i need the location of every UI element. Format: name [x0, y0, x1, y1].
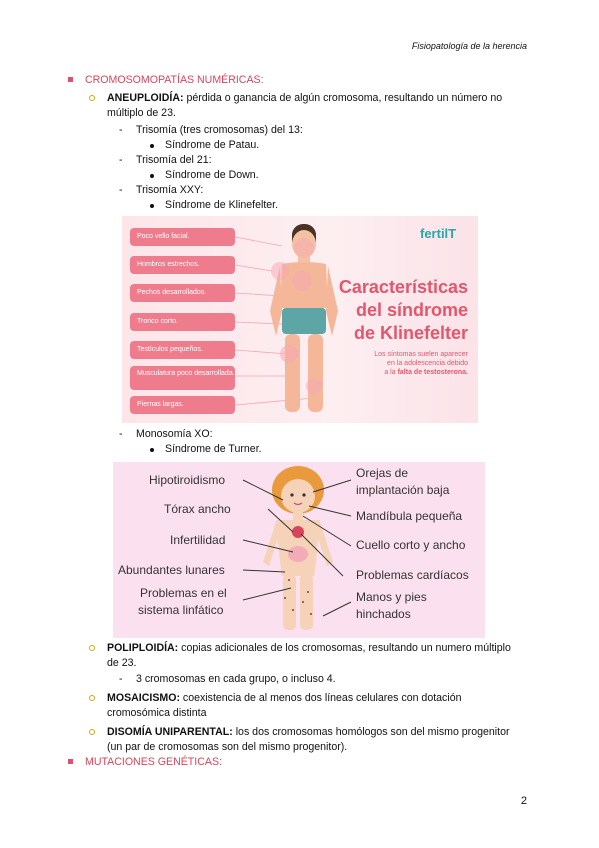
subtitle-line — [374, 368, 468, 377]
sindrome-turner: Síndrome de Turner. — [165, 443, 262, 455]
turner-label: Problemas cardíacos — [356, 568, 469, 582]
term-aneuploidia: ANEUPLOIDÍA: — [107, 92, 184, 104]
monosomia-label: Monosomía XO: — [136, 428, 213, 440]
dot-bullet-icon — [150, 174, 154, 178]
title-line: Características — [338, 277, 468, 297]
turner-label: Infertilidad — [170, 533, 226, 547]
symptom-pill: Testículos pequeños. — [130, 341, 235, 359]
poliploidia-text: copias adicionales de los cromosomas, resultando un numero múltiplo — [178, 642, 511, 654]
klinefelter-title — [339, 276, 468, 345]
turner-label: Orejas de — [356, 466, 409, 480]
turner-label: Tórax ancho — [164, 502, 231, 516]
title-line: del síndrome — [355, 300, 468, 320]
aneuploidia-paragraph — [107, 91, 527, 121]
dot-bullet-icon — [150, 448, 154, 452]
title-line: de Klinefelter — [353, 323, 468, 343]
page-number: 2 — [520, 795, 527, 807]
dash-bullet: - — [119, 184, 123, 196]
mosaicismo-paragraph — [107, 691, 527, 721]
poliploidia-paragraph — [107, 641, 527, 671]
subtitle-text: a la — [384, 369, 398, 376]
sindrome-klinefelter: Síndrome de Klinefelter. — [165, 199, 279, 211]
turner-label: Mandíbula pequeña — [356, 509, 463, 523]
dot-bullet-icon — [150, 204, 154, 208]
turner-label: hinchados — [356, 607, 411, 621]
disomia-text: los dos cromosomas homólogos son del mismo progenitor — [232, 726, 510, 738]
section-heading-mutaciones — [68, 755, 222, 770]
symptom-pill: Pechos desarrollados. — [130, 284, 235, 302]
klinefelter-infographic — [122, 216, 478, 423]
dash-bullet: - — [119, 673, 123, 685]
trisomia-21-label: Trisomía del 21: — [136, 154, 212, 166]
aneuploidia-text: pérdida o ganancia de algún cromosoma, resultando un número no — [183, 92, 503, 104]
turner-infographic — [113, 462, 485, 638]
turner-label: Manos y pies — [356, 590, 427, 604]
term-disomia: DISOMÍA UNIPARENTAL: — [107, 726, 233, 738]
poliploidia-text-2: de 23. — [107, 657, 137, 669]
symptom-pill: Tronco corto. — [130, 313, 235, 331]
page-header: Fisiopatología de la herencia — [411, 41, 527, 51]
turner-label: Problemas en el — [140, 586, 227, 600]
disomia-paragraph — [107, 725, 527, 755]
symptom-pill: Piernas largas. — [130, 396, 235, 414]
fertilt-logo: fertilT — [420, 226, 457, 241]
trisomia-xxy-label: Trisomía XXY: — [136, 184, 204, 196]
term-poliploidia: POLIPLOIDÍA: — [107, 642, 179, 654]
klinefelter-subtitle — [374, 350, 468, 377]
dash-bullet: - — [119, 428, 123, 440]
circle-bullet-icon — [89, 95, 95, 101]
dot-bullet-icon — [150, 144, 154, 148]
trisomia-13-label: Trisomía (tres cromosomas) del 13: — [136, 124, 303, 136]
symptom-pill: Musculatura poco desarrollada. — [130, 366, 235, 390]
turner-label: implantación baja — [356, 483, 450, 497]
turner-label: Hipotiroidismo — [149, 473, 226, 487]
sindrome-down: Síndrome de Down. — [165, 169, 259, 181]
circle-bullet-icon — [89, 645, 95, 651]
subtitle-line: Los síntomas suelen aparecer — [374, 351, 468, 358]
circle-bullet-icon — [89, 729, 95, 735]
turner-label: Abundantes lunares — [118, 563, 225, 577]
square-bullet-icon — [68, 759, 73, 764]
symptom-pill: Poco vello facial. — [130, 228, 235, 246]
symptom-pill: Hombros estrechos. — [130, 256, 235, 274]
dash-bullet: - — [119, 124, 123, 136]
subtitle-line: en la adolescencia debido — [387, 360, 468, 367]
disomia-text-2: (un par de cromosomas son del mismo progenitor). — [107, 741, 348, 753]
square-bullet-icon — [68, 77, 73, 82]
poliploidia-sub: 3 cromosomas en cada grupo, o incluso 4. — [136, 673, 336, 685]
section-title: CROMOSOMOPATÍAS NUMÉRICAS: — [85, 74, 264, 86]
mosaicismo-text-2: cromosómica distinta — [107, 707, 207, 719]
dash-bullet: - — [119, 154, 123, 166]
turner-label: sistema linfático — [138, 603, 224, 617]
sindrome-patau: Síndrome de Patau. — [165, 139, 260, 151]
section-title: MUTACIONES GENÉTICAS: — [85, 756, 222, 768]
turner-label: Cuello corto y ancho — [356, 538, 466, 552]
term-mosaicismo: MOSAICISMO: — [107, 692, 180, 704]
circle-bullet-icon — [89, 695, 95, 701]
aneuploidia-text-2: múltiplo de 23. — [107, 107, 176, 119]
subtitle-bold: falta de testosterona. — [397, 369, 468, 376]
section-heading-cromosomopatias — [68, 73, 264, 88]
mosaicismo-text: coexistencia de al menos dos líneas celulares con dotación — [179, 692, 462, 704]
